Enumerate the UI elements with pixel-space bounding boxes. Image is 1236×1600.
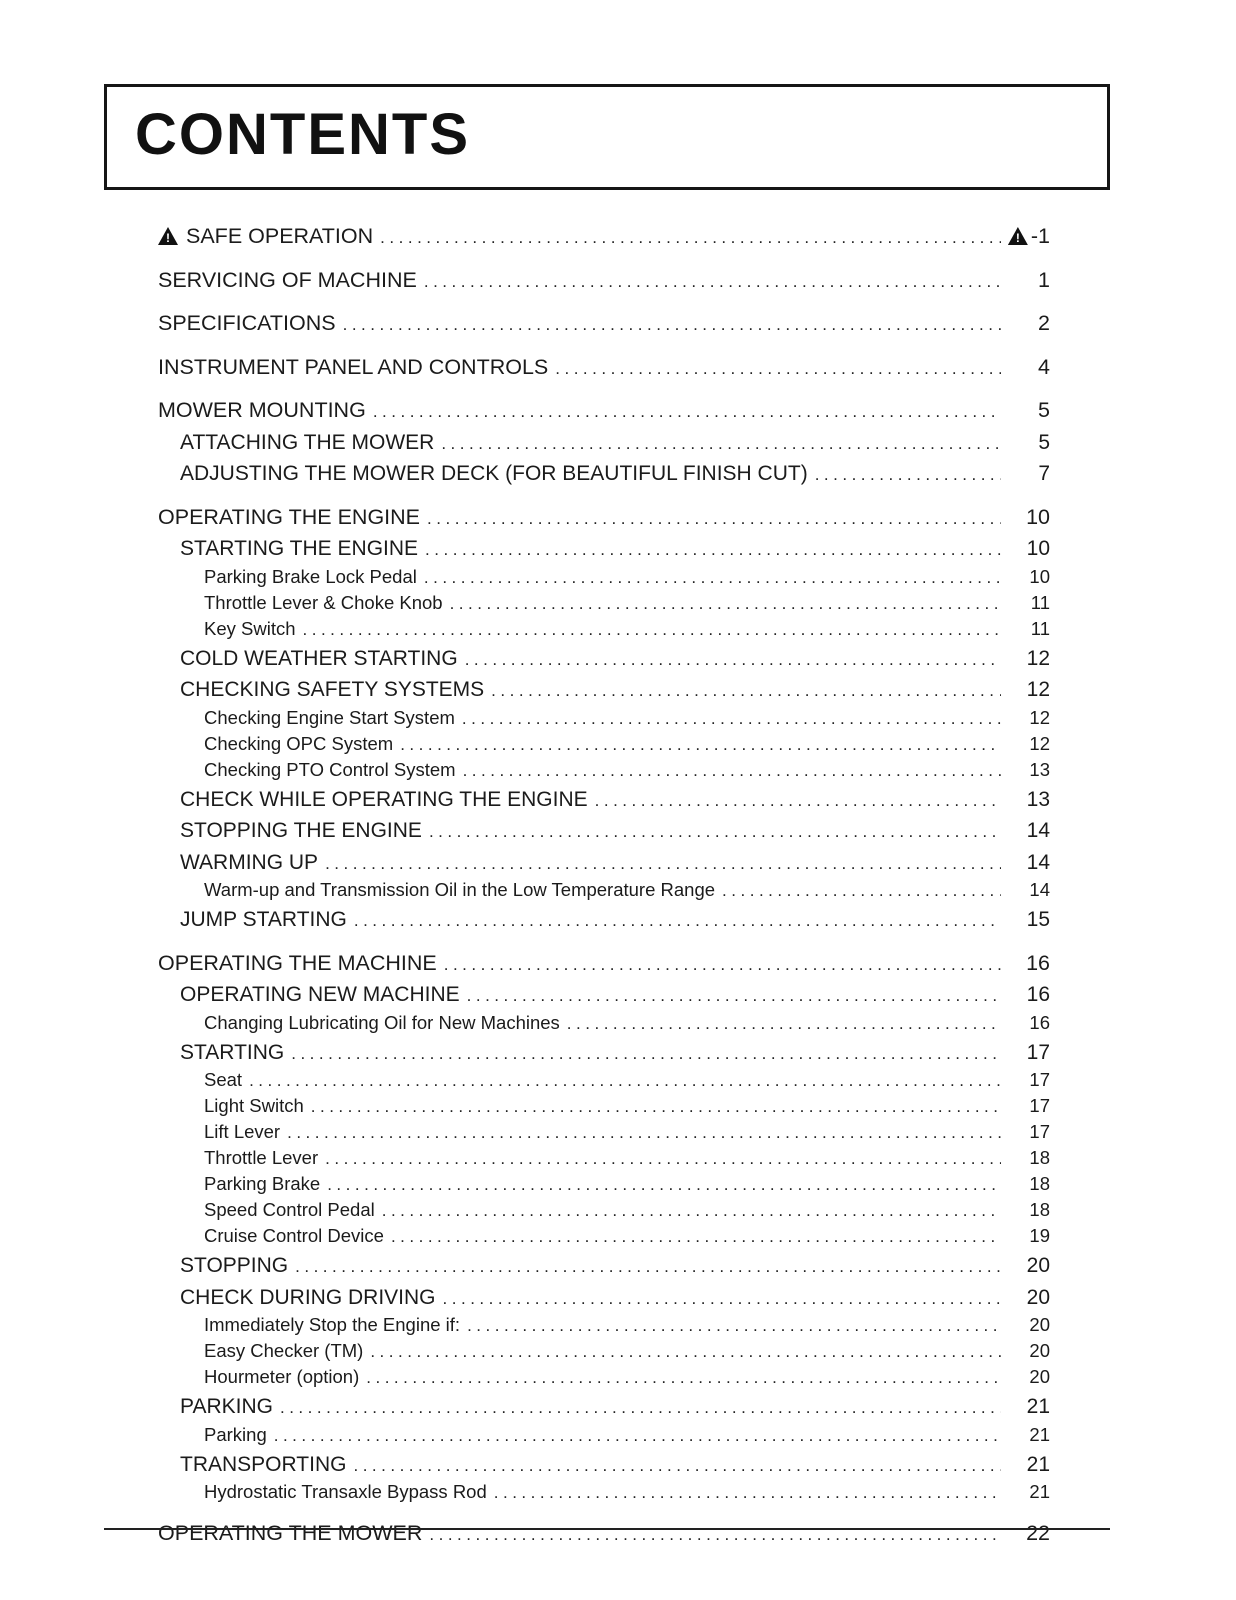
toc-entry-page-number: 20 <box>1029 1340 1050 1361</box>
toc-entry-label <box>180 907 347 934</box>
toc-entry <box>158 1364 1050 1390</box>
toc-entry <box>158 1040 1050 1068</box>
dot-leader <box>343 310 1001 339</box>
toc-entry-page <box>1004 354 1050 381</box>
toc-entry-page <box>1004 646 1050 673</box>
toc-entry-page <box>1004 223 1050 250</box>
toc-entry <box>158 1093 1050 1119</box>
toc-entry-page-number: 17 <box>1029 1121 1050 1142</box>
toc-entry-page-number: 17 <box>1029 1069 1050 1090</box>
dot-leader <box>494 1479 1001 1505</box>
dot-leader <box>366 1364 1001 1390</box>
toc-entry-label <box>180 677 484 704</box>
toc-entry-text: MOWER MOUNTING <box>158 398 366 422</box>
toc-entry-text: Parking Brake <box>204 1173 321 1194</box>
toc-entry-label <box>204 1197 375 1222</box>
dot-leader <box>465 646 1001 674</box>
toc-entry-page-number: 20 <box>1029 1314 1050 1335</box>
toc-entry <box>158 705 1050 731</box>
toc-entry-page <box>1004 982 1050 1009</box>
toc-entry-text: STOPPING THE ENGINE <box>180 819 422 842</box>
toc-entry-text: STARTING <box>180 1040 285 1064</box>
toc-entry-label <box>204 1422 267 1447</box>
toc-entry-text: Checking Engine Start System <box>204 706 455 728</box>
toc-entry-label <box>158 504 420 531</box>
dot-leader <box>400 731 1001 757</box>
toc-entry-text: SAFE OPERATION <box>186 224 374 248</box>
toc-entry-page-number: 5 <box>1038 398 1050 422</box>
toc-entry-page <box>1004 1520 1050 1547</box>
toc-entry <box>158 461 1050 489</box>
toc-entry-label <box>180 461 808 488</box>
toc-entry-page-number: 14 <box>1029 879 1050 900</box>
toc-entry-text: Changing Lubricating Oil for New Machines <box>204 1011 560 1033</box>
toc-entry-page-number: 4 <box>1038 354 1050 379</box>
toc-entry-page <box>1004 1452 1050 1479</box>
toc-entry <box>158 397 1050 426</box>
toc-entry-page-number: 21 <box>1029 1481 1050 1502</box>
toc-entry-page-number: 17 <box>1026 1040 1050 1064</box>
dot-leader <box>425 536 1001 564</box>
toc-entry-label <box>180 1285 436 1312</box>
toc-entry <box>158 877 1050 903</box>
toc-entry-page-number: 13 <box>1026 787 1050 811</box>
toc-entry-label <box>204 1145 318 1170</box>
toc-entry-text: Immediately Stop the Engine if: <box>204 1314 461 1335</box>
toc-entry-label <box>180 982 460 1009</box>
toc-entry-page-number: 5 <box>1038 430 1050 454</box>
toc-entry-page-number: 14 <box>1026 819 1050 842</box>
toc-entry <box>158 267 1050 296</box>
toc-entry-page <box>1004 504 1050 531</box>
toc-entry <box>158 1119 1050 1145</box>
toc-entry-label <box>180 1394 273 1421</box>
toc-entry-text: Parking Brake Lock Pedal <box>204 565 417 587</box>
toc-entry-page-number: 12 <box>1029 706 1050 728</box>
dot-leader <box>450 590 1001 616</box>
dot-leader <box>280 1394 1001 1422</box>
toc-entry <box>158 354 1050 383</box>
toc-entry-label <box>204 757 456 782</box>
toc-entry-page-number: 10 <box>1026 537 1050 560</box>
toc-entry-page <box>1004 564 1050 589</box>
toc-entry-page-number: -1 <box>1030 224 1050 248</box>
dot-leader <box>291 1040 1001 1068</box>
toc-entry-page-number: 22 <box>1026 1521 1050 1545</box>
toc-entry-label <box>180 536 418 563</box>
toc-entry-label <box>204 590 443 615</box>
dot-leader <box>595 787 1001 815</box>
toc-entry-page <box>1004 397 1050 424</box>
toc-entry <box>158 1285 1050 1313</box>
toc-entry-text: COLD WEATHER STARTING <box>180 646 458 670</box>
toc-entry-page <box>1004 877 1050 902</box>
dot-leader <box>325 1145 1001 1171</box>
toc-entry-page <box>1004 950 1050 977</box>
toc-entry-page-number: 1 <box>1038 267 1050 292</box>
toc-entry-label <box>180 430 434 457</box>
toc-entry-text: STARTING THE ENGINE <box>180 537 419 560</box>
toc-entry <box>158 1067 1050 1093</box>
toc-entry-text: Throttle Lever <box>204 1147 319 1168</box>
toc-entry-page <box>1004 1338 1050 1363</box>
toc-entry-page <box>1004 267 1050 294</box>
toc-entry <box>158 310 1050 339</box>
toc-entry-text: OPERATING THE MACHINE <box>158 950 437 975</box>
dot-leader <box>424 564 1001 590</box>
toc-entry <box>158 1010 1050 1036</box>
toc-entry-label <box>158 397 366 424</box>
toc-entry-page <box>1004 787 1050 814</box>
toc-entry-page <box>1004 1145 1050 1170</box>
toc-entry <box>158 616 1050 642</box>
toc-entry <box>158 564 1050 590</box>
toc-entry-page-number: 17 <box>1029 1095 1050 1116</box>
toc-entry <box>158 646 1050 674</box>
toc-entry-page <box>1004 1364 1050 1389</box>
dot-leader <box>382 1197 1001 1223</box>
toc-entry-page <box>1004 1067 1050 1092</box>
dot-leader <box>370 1338 1001 1364</box>
toc-entry-page <box>1004 310 1050 337</box>
toc-entry-text: Parking <box>204 1423 267 1445</box>
footer-rule <box>104 1528 1110 1530</box>
toc-entry-page <box>1004 1394 1050 1421</box>
toc-entry-label <box>158 310 336 337</box>
toc-entry-label <box>204 877 715 902</box>
toc-entry-page <box>1004 731 1050 756</box>
toc-entry-label <box>180 646 458 673</box>
toc-entry-page-number: 15 <box>1026 908 1050 931</box>
toc-entry-page-number: 20 <box>1026 1285 1050 1309</box>
toc-entry-text: INSTRUMENT PANEL AND CONTROLS <box>158 354 549 379</box>
toc-entry <box>158 907 1050 935</box>
toc-entry-label <box>204 1093 304 1118</box>
toc-entry-label <box>180 1040 284 1067</box>
toc-entry <box>158 1479 1050 1505</box>
toc-entry-text: Hydrostatic Transaxle Bypass Rod <box>204 1481 487 1502</box>
dot-leader <box>491 677 1001 705</box>
toc-entry <box>158 1338 1050 1364</box>
toc-entry-text: ADJUSTING THE MOWER DECK (FOR BEAUTIFUL FINISH CUT) <box>180 462 808 485</box>
toc-entry-text: OPERATING NEW MACHINE <box>180 983 460 1006</box>
toc-entry-label <box>204 1119 280 1144</box>
toc-entry-label <box>180 850 318 877</box>
toc-entry <box>158 1223 1050 1249</box>
toc-entry-text: Throttle Lever & Choke Knob <box>204 591 443 613</box>
toc-entry-page-number: 21 <box>1026 1452 1050 1476</box>
toc-entry <box>158 850 1050 878</box>
toc-entry <box>158 1394 1050 1422</box>
dot-leader <box>424 267 1001 296</box>
toc-entry <box>158 982 1050 1010</box>
toc-entry <box>158 590 1050 616</box>
toc-entry-page-number: 12 <box>1026 678 1050 701</box>
toc-entry <box>158 787 1050 815</box>
toc-entry-text: Warm-up and Transmission Oil in the Low Temperature Range <box>204 879 716 900</box>
toc-entry <box>158 223 1050 252</box>
dot-leader <box>441 430 1001 458</box>
warning-triangle-icon <box>158 227 178 245</box>
dot-leader <box>467 982 1001 1010</box>
toc-entry-text: SERVICING OF MACHINE <box>158 267 417 292</box>
toc-entry-page-number: 13 <box>1029 758 1050 780</box>
dot-leader <box>429 818 1001 846</box>
toc-entry-page-number: 11 <box>1030 591 1050 613</box>
contents-title-box <box>104 84 1110 190</box>
toc-entry-page-number: 12 <box>1029 732 1050 754</box>
toc-entry-page-number: 10 <box>1026 504 1050 529</box>
toc-entry-text: STOPPING <box>180 1254 289 1277</box>
toc-entry-label <box>158 223 373 250</box>
toc-entry-page <box>1004 1422 1050 1447</box>
dot-leader <box>325 850 1001 878</box>
toc-entry-label <box>204 1010 560 1035</box>
toc-entry-label <box>180 818 422 845</box>
toc-entry-page <box>1004 677 1050 704</box>
toc-entry-text: Hourmeter (option) <box>204 1366 360 1387</box>
dot-leader <box>311 1093 1001 1119</box>
toc-entry-page-number: 20 <box>1029 1366 1050 1387</box>
dot-leader <box>274 1422 1001 1448</box>
toc-entry-label <box>204 1067 242 1092</box>
toc-list <box>158 208 1050 1549</box>
toc-entry-label <box>204 1364 359 1389</box>
toc-entry-label <box>158 1520 422 1547</box>
toc-entry <box>158 1145 1050 1171</box>
dot-leader <box>353 1452 1001 1480</box>
toc-entry <box>158 504 1050 533</box>
toc-entry-page <box>1004 1312 1050 1337</box>
toc-entry-page-number: 21 <box>1029 1423 1050 1445</box>
toc-entry-text: Speed Control Pedal <box>204 1199 375 1220</box>
toc-entry-text: TRANSPORTING <box>180 1452 347 1476</box>
dot-leader <box>327 1171 1001 1197</box>
toc-entry-page <box>1004 1223 1050 1248</box>
toc-entry-page <box>1004 1040 1050 1067</box>
dot-leader <box>462 705 1001 731</box>
toc-entry <box>158 1452 1050 1480</box>
toc-entry-label <box>204 616 296 641</box>
toc-entry-text: CHECKING SAFETY SYSTEMS <box>180 678 485 701</box>
toc-entry-page-number: 18 <box>1029 1147 1050 1168</box>
toc-entry-page <box>1004 757 1050 782</box>
toc-entry-text: Checking PTO Control System <box>204 758 456 780</box>
dot-leader <box>427 504 1001 533</box>
toc-entry-label <box>204 1338 363 1363</box>
dot-leader <box>295 1253 1001 1281</box>
toc-entry <box>158 950 1050 979</box>
toc-entry-label <box>204 1479 487 1504</box>
toc-entry-text: JUMP STARTING <box>180 908 347 931</box>
toc-entry <box>158 818 1050 846</box>
toc-entry-text: Seat <box>204 1069 243 1090</box>
toc-entry-page <box>1004 1171 1050 1196</box>
toc-entry <box>158 1422 1050 1448</box>
dot-leader <box>303 616 1001 642</box>
dot-leader <box>373 397 1001 426</box>
page-title: CONTENTS <box>135 102 470 167</box>
toc-entry-text: CHECK DURING DRIVING <box>180 1285 436 1309</box>
toc-entry <box>158 677 1050 705</box>
toc-entry-page <box>1004 818 1050 845</box>
toc-entry-label <box>204 1312 460 1337</box>
dot-leader <box>429 1520 1001 1549</box>
toc-entry-label <box>158 354 548 381</box>
toc-entry-page-number: 16 <box>1026 983 1050 1006</box>
toc-entry-label <box>204 705 455 730</box>
toc-entry-label <box>204 1223 384 1248</box>
toc-entry-page-number: 16 <box>1026 950 1050 975</box>
toc-entry-page <box>1004 850 1050 877</box>
toc-entry-text: Lift Lever <box>204 1121 281 1142</box>
toc-entry-text: WARMING UP <box>180 850 319 874</box>
toc-entry-page <box>1004 616 1050 641</box>
toc-entry <box>158 1520 1050 1549</box>
toc-entry-page-number: 7 <box>1038 462 1050 485</box>
toc-entry <box>158 1197 1050 1223</box>
toc-entry <box>158 430 1050 458</box>
toc-entry-page <box>1004 536 1050 563</box>
toc-entry <box>158 1312 1050 1338</box>
dot-leader <box>444 950 1001 979</box>
toc-entry-text: SPECIFICATIONS <box>158 311 336 335</box>
toc-entry-page <box>1004 461 1050 488</box>
toc-entry-label <box>180 1452 346 1479</box>
toc-entry-page-number: 20 <box>1026 1254 1050 1277</box>
toc-entry-text: Light Switch <box>204 1095 304 1116</box>
toc-entry-label <box>180 1253 288 1280</box>
toc-entry <box>158 757 1050 783</box>
dot-leader <box>467 1312 1001 1338</box>
toc-entry-page <box>1004 1285 1050 1312</box>
dot-leader <box>354 907 1001 935</box>
toc-entry-page <box>1004 907 1050 934</box>
dot-leader <box>463 757 1001 783</box>
toc-entry <box>158 536 1050 564</box>
toc-entry-label <box>158 950 437 977</box>
toc-entry-page-number: 14 <box>1026 850 1050 874</box>
toc-entry-page-number: 12 <box>1026 646 1050 670</box>
toc-entry <box>158 1253 1050 1281</box>
dot-leader <box>567 1010 1001 1036</box>
toc-entry-text: Cruise Control Device <box>204 1225 384 1246</box>
toc-entry-text: Easy Checker (TM) <box>204 1340 364 1361</box>
toc-entry-label <box>204 564 417 589</box>
toc-entry-page <box>1004 1119 1050 1144</box>
toc-entry-page <box>1004 1093 1050 1118</box>
dot-leader <box>815 461 1001 489</box>
toc-entry-text: OPERATING THE ENGINE <box>158 504 421 529</box>
warning-triangle-icon <box>1008 227 1028 245</box>
dot-leader <box>287 1119 1001 1145</box>
toc-entry-page-number: 18 <box>1029 1173 1050 1194</box>
toc-entry-page-number: 16 <box>1029 1011 1050 1033</box>
toc-entry-text: ATTACHING THE MOWER <box>180 430 435 454</box>
toc-entry-text: Key Switch <box>204 617 296 639</box>
toc-entry-label <box>204 1171 320 1196</box>
toc-entry-label <box>204 731 393 756</box>
toc-entry-text: Checking OPC System <box>204 732 394 754</box>
dot-leader <box>722 877 1001 903</box>
toc-entry-page-number: 10 <box>1029 565 1050 587</box>
dot-leader <box>555 354 1001 383</box>
toc-entry-page-number: 2 <box>1038 311 1050 335</box>
toc-entry-text: CHECK WHILE OPERATING THE ENGINE <box>180 787 588 811</box>
toc-entry-page-number: 11 <box>1030 617 1050 639</box>
toc-entry-page <box>1004 430 1050 457</box>
dot-leader <box>443 1285 1001 1313</box>
toc-entry-page <box>1004 1253 1050 1280</box>
dot-leader <box>391 1223 1001 1249</box>
toc-entry-text: PARKING <box>180 1395 273 1418</box>
toc-entry-page <box>1004 1010 1050 1035</box>
toc-entry <box>158 1171 1050 1197</box>
dot-leader <box>380 223 1001 252</box>
toc-entry-label <box>180 787 588 814</box>
toc-entry-page <box>1004 1197 1050 1222</box>
dot-leader <box>249 1067 1001 1093</box>
toc-entry-text: OPERATING THE MOWER <box>158 1521 423 1545</box>
toc-entry-page <box>1004 590 1050 615</box>
toc-entry <box>158 731 1050 757</box>
toc-entry-page-number: 18 <box>1029 1199 1050 1220</box>
toc-entry-page <box>1004 705 1050 730</box>
toc-entry-page-number: 19 <box>1029 1225 1050 1246</box>
toc-entry-page-number: 21 <box>1026 1395 1050 1418</box>
toc-entry-page <box>1004 1479 1050 1504</box>
toc-entry-label <box>158 267 417 294</box>
